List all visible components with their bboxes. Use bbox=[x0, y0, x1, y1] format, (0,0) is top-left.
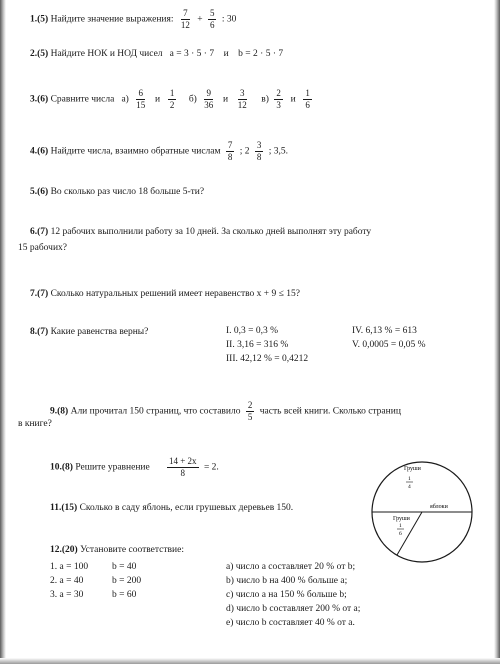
fraction: $\frac{1}{2}$ bbox=[169, 88, 175, 110]
pie-fraction-bottom-n: 1 bbox=[399, 523, 402, 529]
match-left-item: 2. a = 40 bbox=[50, 576, 84, 586]
question-text: Во сколько раз число 18 больше 5-ти? bbox=[50, 187, 205, 197]
question-number: 3.(6) bbox=[30, 94, 49, 105]
question-11 bbox=[50, 502, 293, 514]
question-10: 10.(8) Решите уравнение $\frac{14 + 2x}{8}$ = 2. bbox=[50, 456, 219, 478]
question-text: Сравните числа bbox=[50, 94, 115, 105]
pie-label-top: Груши bbox=[404, 466, 421, 472]
question-6 bbox=[30, 226, 371, 238]
question-5 bbox=[30, 186, 204, 198]
fraction: $\frac{2}{3}$ bbox=[276, 88, 281, 110]
equality-item: V. 0,0005 = 0,05 % bbox=[352, 340, 426, 350]
question-text: Найдите числа, взаимно обратные числам bbox=[50, 146, 221, 157]
question-4: 4.(6) Найдите числа, взаимно обратные числам $\frac{7}{8}$ ; 2 $\frac{3}{8}$ ; 3,5. bbox=[30, 140, 289, 162]
pie-fraction-top-d: 4 bbox=[408, 484, 411, 490]
equality-item: I. 0,3 = 0,3 % bbox=[226, 326, 279, 336]
match-left-column-a bbox=[50, 560, 88, 602]
question-number: 7.(7) bbox=[30, 289, 49, 299]
equalities-column-2 bbox=[352, 324, 426, 352]
question-12 bbox=[50, 544, 184, 556]
fraction: $\frac{3}{8}$ bbox=[256, 140, 262, 162]
question-text: Найдите значение выражения: bbox=[50, 14, 174, 25]
question-number: 12.(20) bbox=[50, 545, 78, 555]
pie-label-right: яблоки bbox=[430, 504, 448, 510]
bottom-page-edge-shadow bbox=[0, 658, 500, 664]
question-number: 4.(6) bbox=[30, 146, 49, 157]
garden-pie-diagram bbox=[366, 456, 478, 568]
question-1: 1.(5) Найдите значение выражения: $\frac{7}{12}$ + $\frac{5}{6}$ : 30 bbox=[30, 8, 237, 30]
pie-label-bottom: Груши bbox=[393, 516, 410, 522]
question-7 bbox=[30, 288, 300, 300]
equality-item: II. 3,16 = 316 % bbox=[226, 340, 289, 350]
equality-item: IV. 6,13 % = 613 bbox=[352, 326, 417, 336]
question-number: 11.(15) bbox=[50, 503, 78, 513]
question-number: 8.(7) bbox=[30, 327, 49, 337]
question-9-continued: в книге? bbox=[18, 419, 52, 429]
question-number: 5.(6) bbox=[30, 187, 49, 197]
question-text: Какие равенства верны? bbox=[50, 327, 149, 337]
match-left-item: 3. a = 30 bbox=[50, 590, 84, 600]
question-number: 10.(8) bbox=[50, 462, 73, 473]
question-number: 2.(5) bbox=[30, 49, 49, 59]
question-3: 3.(6) Сравните числа а) $\frac{6}{15}$ и $\frac{1}{2}$ б) $\frac{9}{36}$ и $\frac{3}{12}$ в) $\frac{2}{3}$ и $\frac{1}{6}$ bbox=[30, 88, 310, 110]
equality-item: III. 42,12 % = 0,4212 bbox=[226, 354, 309, 364]
pie-fraction-bottom-d: 6 bbox=[399, 531, 402, 537]
fraction: $\frac{6}{15}$ bbox=[136, 88, 146, 110]
question-number: 1.(5) bbox=[30, 14, 49, 25]
question-text: Установите соответствие: bbox=[80, 545, 184, 555]
question-number: 9.(8) bbox=[50, 406, 69, 417]
question-2: 2.(5) Найдите НОК и НОД чисел a = 3 · 5 · 7 и b = 2 · 5 · 7 bbox=[30, 49, 284, 59]
equalities-column-1 bbox=[226, 324, 308, 366]
match-right-item: e) число b составляет 40 % от a. bbox=[226, 618, 355, 628]
question-text: Найдите НОК и НОД чисел bbox=[50, 49, 163, 59]
match-left-column-b bbox=[112, 560, 141, 602]
match-left-item: b = 200 bbox=[112, 576, 142, 586]
match-right-column bbox=[226, 560, 360, 630]
question-text: Сколько натуральных решений имеет неравенство x + 9 ≤ 15? bbox=[50, 289, 300, 299]
question-number: 6.(7) bbox=[30, 227, 49, 237]
question-9: 9.(8) Али прочитал 150 страниц, что составило $\frac{2}{5}$ часть всей книги. Сколько страниц bbox=[50, 400, 401, 422]
right-page-edge-shadow bbox=[494, 0, 500, 664]
match-left-item: 1. a = 100 bbox=[50, 562, 89, 572]
fraction: $\frac{9}{36}$ bbox=[204, 88, 214, 110]
question-text: Решите уравнение bbox=[75, 462, 150, 473]
fraction: $\frac{14 + 2x}{8}$ bbox=[168, 456, 197, 478]
fraction: $\frac{5}{6}$ bbox=[209, 8, 215, 30]
match-right-item: a) число a составляет 20 % от b; bbox=[226, 562, 356, 572]
question-text: Сколько в саду яблонь, если грушевых деревьев 150. bbox=[79, 503, 294, 513]
fraction: $\frac{1}{6}$ bbox=[305, 88, 310, 110]
question-6-continued: 15 рабочих? bbox=[18, 243, 68, 253]
pie-fraction-top-n: 1 bbox=[408, 476, 411, 482]
fraction: $\frac{7}{12}$ bbox=[180, 8, 190, 30]
match-left-item: b = 60 bbox=[112, 590, 137, 600]
match-right-item: b) число b на 400 % больше a; bbox=[226, 576, 348, 586]
question-8 bbox=[30, 326, 148, 338]
question-text: 12 рабочих выполнили работу за 10 дней. За сколько дней выполнят эту работу bbox=[50, 227, 372, 237]
left-page-edge-shadow bbox=[0, 0, 6, 664]
question-text: Али прочитал 150 страниц, что составило bbox=[70, 406, 241, 417]
match-right-item: d) число b составляет 200 % от a; bbox=[226, 604, 361, 614]
fraction: $\frac{3}{12}$ bbox=[237, 88, 247, 110]
match-right-item: c) число a на 150 % больше b; bbox=[226, 590, 347, 600]
match-left-item: b = 40 bbox=[112, 562, 137, 572]
fraction: $\frac{7}{8}$ bbox=[227, 140, 233, 162]
fraction: $\frac{2}{5}$ bbox=[247, 400, 253, 422]
